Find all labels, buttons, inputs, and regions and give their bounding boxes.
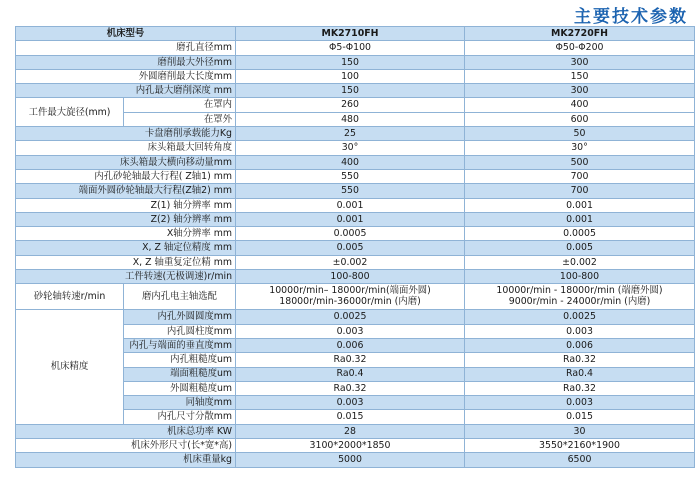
value-a: Ra0.4 — [236, 367, 465, 381]
row-label: 机床重量kg — [16, 453, 236, 467]
row-sub-label: 内孔粗糙度um — [124, 353, 236, 367]
value-b: 0.001 — [465, 212, 695, 226]
row-label: X, Z 轴定位精度 mm — [16, 241, 236, 255]
table-row — [16, 198, 695, 212]
row-group-label: 工件最大旋径(mm) — [16, 98, 124, 127]
header-model-a: MK2710FH — [236, 27, 465, 41]
value-a: 28 — [236, 424, 465, 438]
value-a: 0.003 — [236, 324, 465, 338]
table-row — [16, 184, 695, 198]
row-label: 床头箱最大横向移动量mm — [16, 155, 236, 169]
table-row — [16, 169, 695, 183]
table-row — [16, 453, 695, 467]
row-label: 端面外圆砂轮轴最大行程(Z轴2) mm — [16, 184, 236, 198]
spec-table — [15, 26, 695, 468]
table-row — [16, 241, 695, 255]
value-b: 0.006 — [465, 338, 695, 352]
value-b: Ra0.32 — [465, 381, 695, 395]
table-row — [16, 69, 695, 83]
value-a: 0.003 — [236, 396, 465, 410]
table-row — [16, 84, 695, 98]
value-a: 5000 — [236, 453, 465, 467]
value-b: 150 — [465, 69, 695, 83]
value-b: ±0.002 — [465, 255, 695, 269]
row-label: 磨削最大外径mm — [16, 55, 236, 69]
value-a: 0.0025 — [236, 310, 465, 324]
value-a: 25 — [236, 127, 465, 141]
row-label: 外圆磨削最大长度mm — [16, 69, 236, 83]
value-b: 0.003 — [465, 396, 695, 410]
value-b: 600 — [465, 112, 695, 126]
value-b: Ra0.4 — [465, 367, 695, 381]
value-a: 150 — [236, 55, 465, 69]
row-sub-label: 外圆粗糙度um — [124, 381, 236, 395]
value-a: 0.006 — [236, 338, 465, 352]
header-model-b: MK2720FH — [465, 27, 695, 41]
table-row — [16, 270, 695, 284]
row-label: 机床外形尺寸(长*宽*高) — [16, 439, 236, 453]
row-sub-label: 内孔外圆圆度mm — [124, 310, 236, 324]
value-a: 480 — [236, 112, 465, 126]
value-a: 0.015 — [236, 410, 465, 424]
row-group-label: 砂轮轴转速r/min — [16, 284, 124, 310]
value-b: 100-800 — [465, 270, 695, 284]
table-row — [16, 227, 695, 241]
value-b: 0.001 — [465, 198, 695, 212]
row-sub-label: 在罩内 — [124, 98, 236, 112]
row-label: 内孔砂轮轴最大行程( Z轴1) mm — [16, 169, 236, 183]
table-row — [16, 141, 695, 155]
value-b-line-2: 9000r/min - 24000r/min (内磨) — [508, 295, 651, 307]
row-label: Z(2) 轴分辨率 mm — [16, 212, 236, 226]
value-a: 550 — [236, 184, 465, 198]
value-a: Φ5-Φ100 — [236, 41, 465, 55]
value-a: 3100*2000*1850 — [236, 439, 465, 453]
row-sub-label: 同轴度mm — [124, 396, 236, 410]
value-b: 0.0025 — [465, 310, 695, 324]
row-label: X, Z 轴重复定位精 mm — [16, 255, 236, 269]
value-b: 0.015 — [465, 410, 695, 424]
table-header-row — [16, 27, 695, 41]
value-b: 700 — [465, 169, 695, 183]
value-b: 30° — [465, 141, 695, 155]
row-sub-label: 内孔圆柱度mm — [124, 324, 236, 338]
value-a — [236, 284, 465, 310]
row-sub-label: 端面粗糙度um — [124, 367, 236, 381]
value-a: ±0.002 — [236, 255, 465, 269]
value-b: 6500 — [465, 453, 695, 467]
table-row — [16, 284, 695, 310]
value-b: 0.0005 — [465, 227, 695, 241]
row-label: Z(1) 轴分辨率 mm — [16, 198, 236, 212]
value-a: 0.0005 — [236, 227, 465, 241]
table-row — [16, 98, 695, 112]
value-b: 50 — [465, 127, 695, 141]
row-sub-label: 在罩外 — [124, 112, 236, 126]
row-sub-label: 磨内孔电主轴选配 — [124, 284, 236, 310]
row-sub-label: 内孔与端面的垂直度mm — [124, 338, 236, 352]
value-a-line-2: 18000r/min-36000r/min (内磨) — [279, 295, 421, 307]
table-row — [16, 155, 695, 169]
table-row — [16, 212, 695, 226]
row-label: 床头箱最大回转角度 — [16, 141, 236, 155]
table-row — [16, 55, 695, 69]
value-b-line-1: 10000r/min - 18000r/min (端磨外圆) — [496, 285, 663, 297]
value-b: 300 — [465, 84, 695, 98]
value-b: 700 — [465, 184, 695, 198]
value-a: 550 — [236, 169, 465, 183]
value-a: 0.001 — [236, 198, 465, 212]
value-b: 0.005 — [465, 241, 695, 255]
row-sub-label: 内孔尺寸分散mm — [124, 410, 236, 424]
value-b: 300 — [465, 55, 695, 69]
value-b: 30 — [465, 424, 695, 438]
value-a: 150 — [236, 84, 465, 98]
row-label: 磨孔直径mm — [16, 41, 236, 55]
row-label: 内孔最大磨削深度 mm — [16, 84, 236, 98]
value-a: Ra0.32 — [236, 381, 465, 395]
value-b — [465, 284, 695, 310]
value-a-line-1: 10000r/min– 18000r/min(端面外圆) — [269, 285, 431, 297]
row-label: X轴分辨率 mm — [16, 227, 236, 241]
page-title: 主要技术参数 — [574, 7, 688, 27]
row-label: 卡盘磨削承载能力Kg — [16, 127, 236, 141]
header-label: 机床型号 — [16, 27, 236, 41]
value-a: 100-800 — [236, 270, 465, 284]
value-a: 400 — [236, 155, 465, 169]
value-b: 400 — [465, 98, 695, 112]
value-b: 3550*2160*1900 — [465, 439, 695, 453]
value-a: 30° — [236, 141, 465, 155]
table-row — [16, 41, 695, 55]
row-label: 工件转速(无极调速)r/min — [16, 270, 236, 284]
table-row — [16, 127, 695, 141]
table-row — [16, 310, 695, 324]
row-label: 机床总功率 KW — [16, 424, 236, 438]
value-b: 500 — [465, 155, 695, 169]
value-a: 260 — [236, 98, 465, 112]
value-a: 0.001 — [236, 212, 465, 226]
value-a: 100 — [236, 69, 465, 83]
value-a: 0.005 — [236, 241, 465, 255]
table-row — [16, 424, 695, 438]
value-a: Ra0.32 — [236, 353, 465, 367]
value-b: 0.003 — [465, 324, 695, 338]
table-row — [16, 439, 695, 453]
value-b: Ra0.32 — [465, 353, 695, 367]
row-group-label: 机床精度 — [16, 310, 124, 424]
value-b: Φ50-Φ200 — [465, 41, 695, 55]
table-row — [16, 255, 695, 269]
